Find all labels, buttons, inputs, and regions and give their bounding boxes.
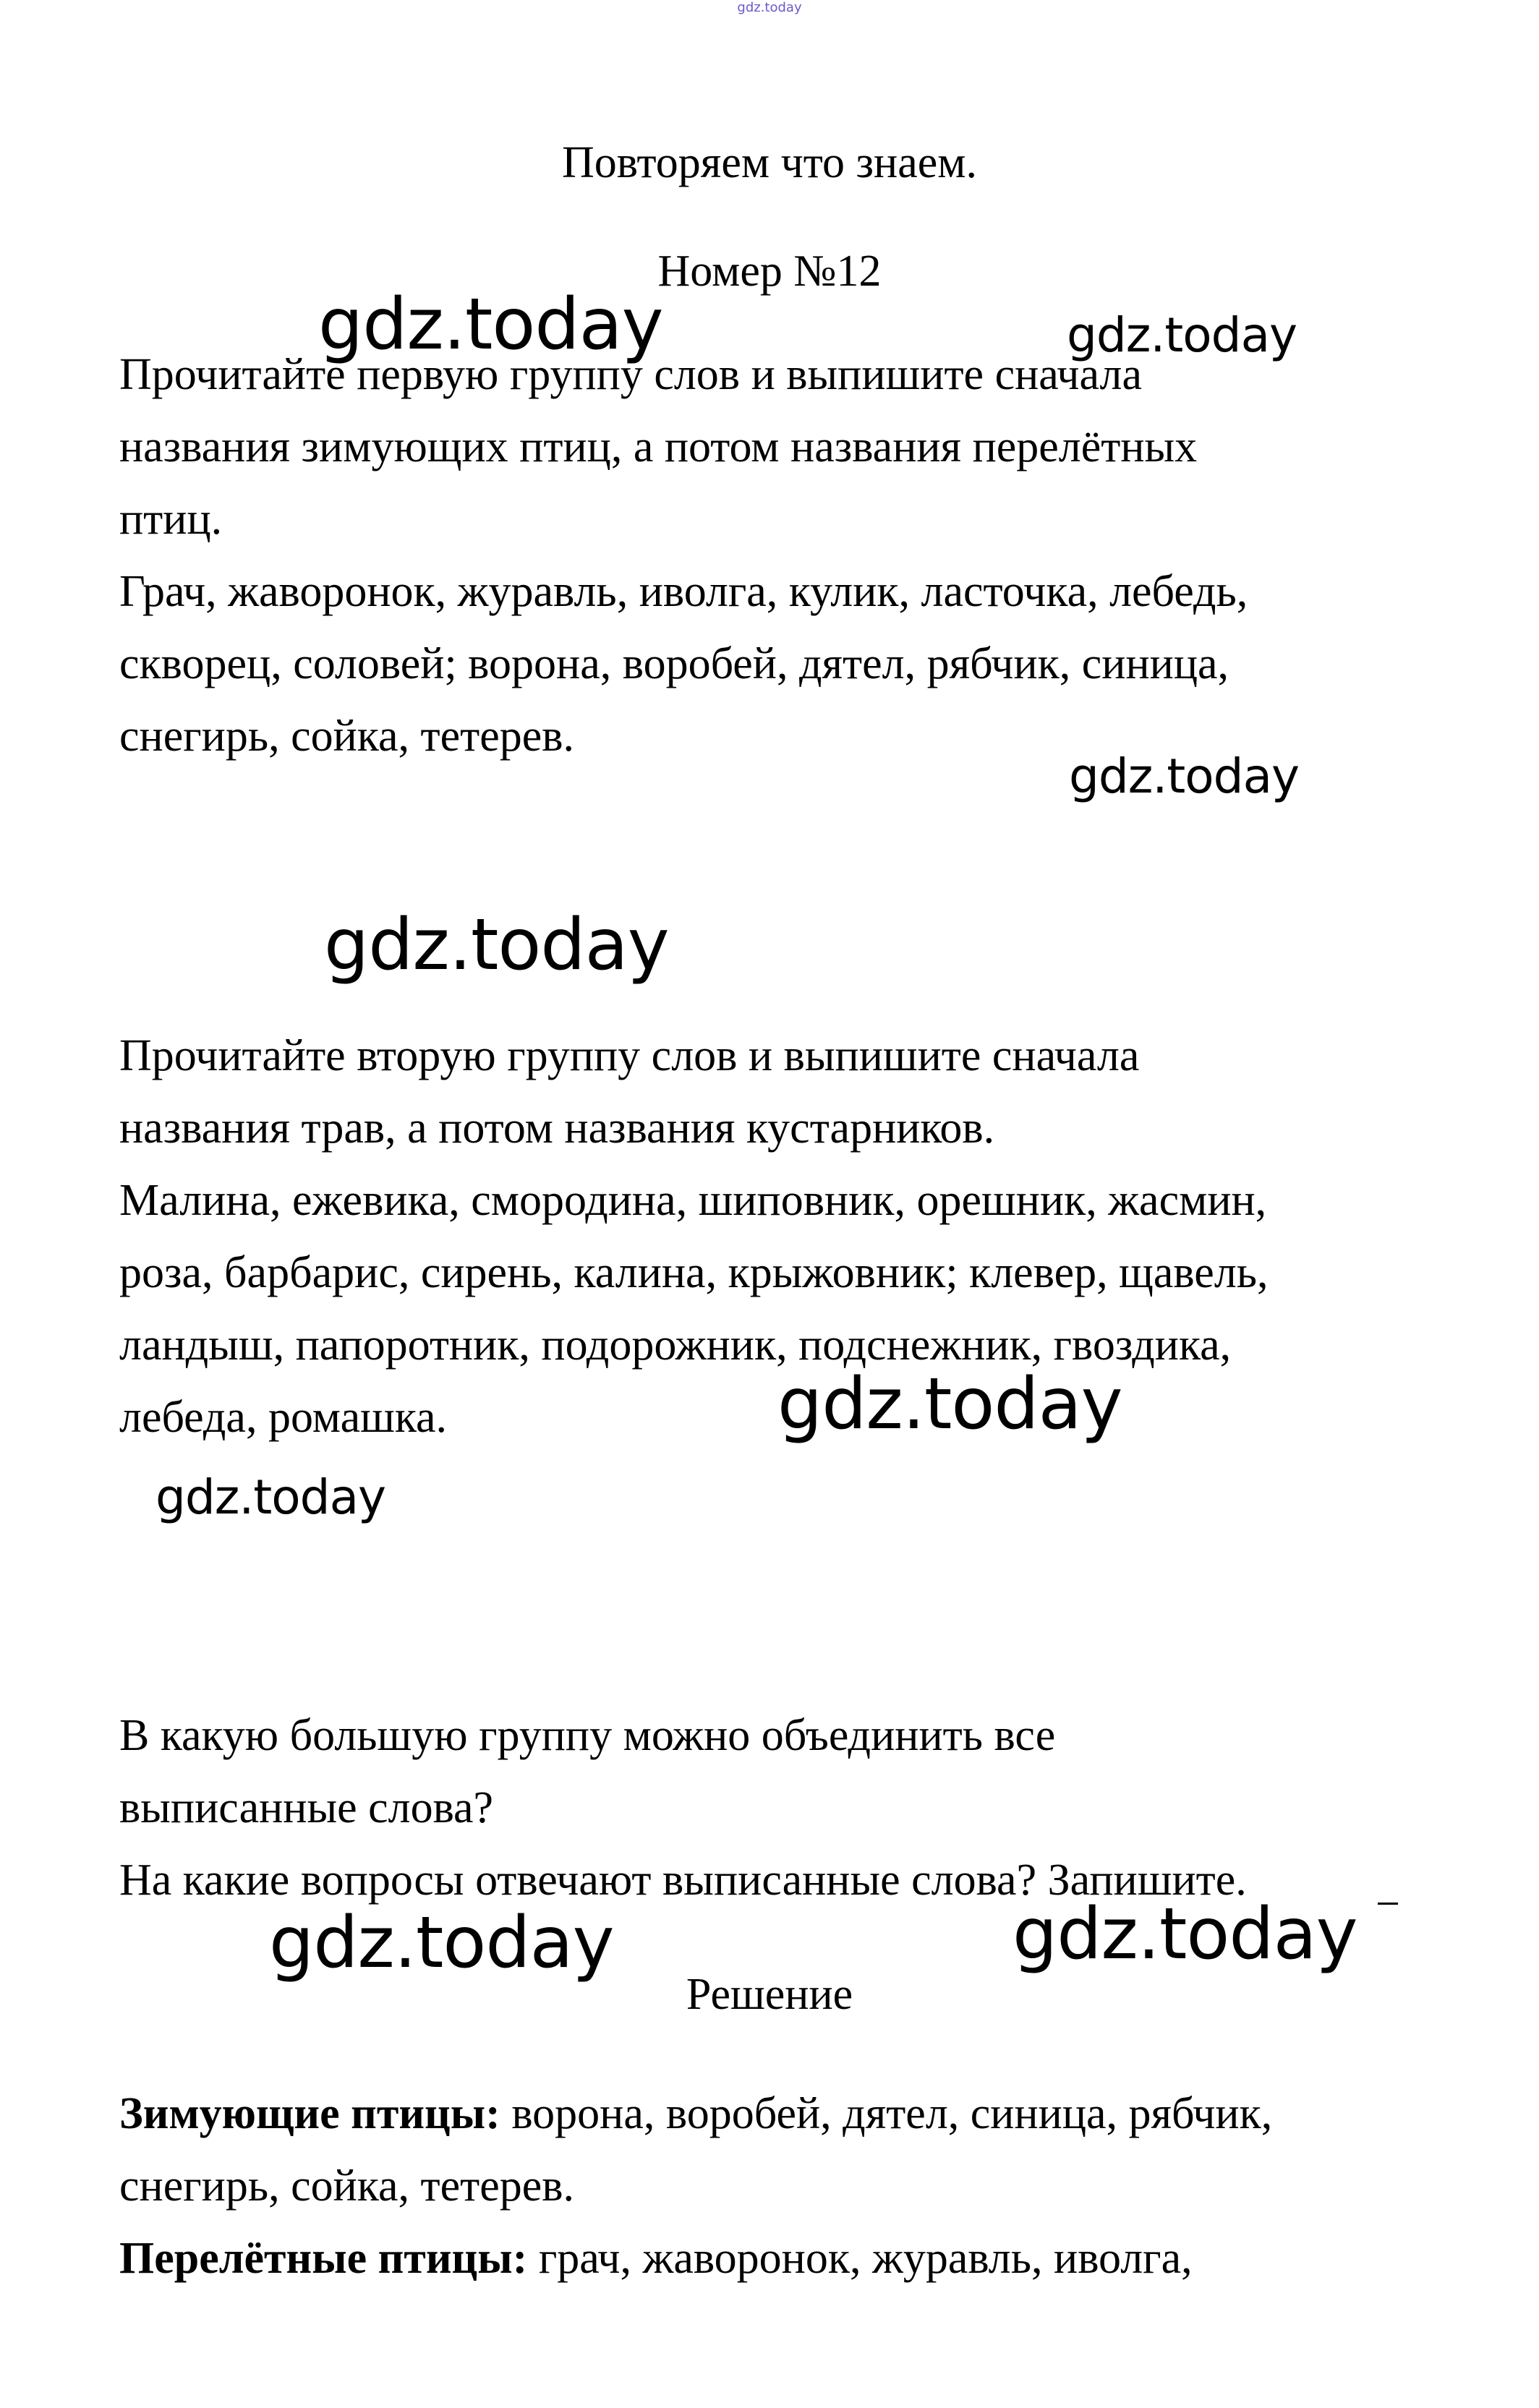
watermark: gdz.today bbox=[318, 283, 663, 366]
text-line: Прочитайте первую группу слов и выпишите сначала bbox=[119, 350, 1143, 399]
wintering-label: Зимующие птицы: bbox=[119, 2089, 500, 2138]
wintering-line bbox=[119, 2078, 1443, 2150]
text-line: лебеда, ромашка. bbox=[119, 1393, 448, 1442]
watermark: gdz.today bbox=[1067, 307, 1297, 363]
solution-text bbox=[119, 2078, 1443, 2294]
text-line: названия зимующих птиц, а потом названия перелётных bbox=[119, 422, 1198, 471]
answer-underline bbox=[1378, 1903, 1398, 1905]
migratory-list: грач, жаворонок, журавль, иволга, bbox=[527, 2234, 1193, 2283]
wintering-line-2: снегирь, сойка, тетерев. bbox=[119, 2161, 575, 2211]
text-line: птиц. bbox=[119, 495, 223, 544]
migratory-label: Перелётные птицы: bbox=[119, 2234, 528, 2283]
text-line: роза, барбарис, сирень, калина, крыжовник; клевер, щавель, bbox=[119, 1248, 1269, 1297]
text-line: Грач, жаворонок, журавль, иволга, кулик, ласточка, лебедь, bbox=[119, 567, 1248, 616]
watermark: gdz.today bbox=[777, 1363, 1122, 1446]
text-line: В какую большую группу можно объединить все bbox=[119, 1711, 1056, 1760]
watermark: gdz.today bbox=[324, 904, 669, 986]
text-line: скворец, соловей; ворона, воробей, дятел, рябчик, синица, bbox=[119, 639, 1229, 688]
watermark: gdz.today bbox=[1012, 1893, 1357, 1976]
solution-heading: Решение bbox=[686, 1970, 853, 2019]
top-watermark: gdz.today bbox=[737, 0, 802, 15]
watermark: gdz.today bbox=[1069, 748, 1300, 804]
task1-text bbox=[119, 338, 1443, 772]
text-line: ландыш, папоротник, подорожник, подснежник, гвоздика, bbox=[119, 1320, 1232, 1370]
page-title: Повторяем что знаем. bbox=[562, 138, 977, 187]
task3-text bbox=[119, 1699, 1443, 1916]
text-line: снегирь, сойка, тетерев. bbox=[119, 712, 575, 761]
text-line: Малина, ежевика, смородина, шиповник, орешник, жасмин, bbox=[119, 1176, 1267, 1225]
task-number: Номер №12 bbox=[657, 247, 882, 296]
watermark: gdz.today bbox=[269, 1902, 614, 1984]
wintering-list: ворона, воробей, дятел, синица, рябчик, bbox=[500, 2089, 1273, 2138]
text-line: Прочитайте вторую группу слов и выпишите сначала bbox=[119, 1031, 1140, 1080]
text-line: выписанные слова? bbox=[119, 1783, 494, 1832]
watermark: gdz.today bbox=[155, 1469, 386, 1525]
text-line: названия трав, а потом названия кустарников. bbox=[119, 1103, 995, 1153]
text-line: На какие вопросы отвечают выписанные слова? Запишите. bbox=[119, 1856, 1247, 1905]
migratory-line bbox=[119, 2222, 1443, 2294]
